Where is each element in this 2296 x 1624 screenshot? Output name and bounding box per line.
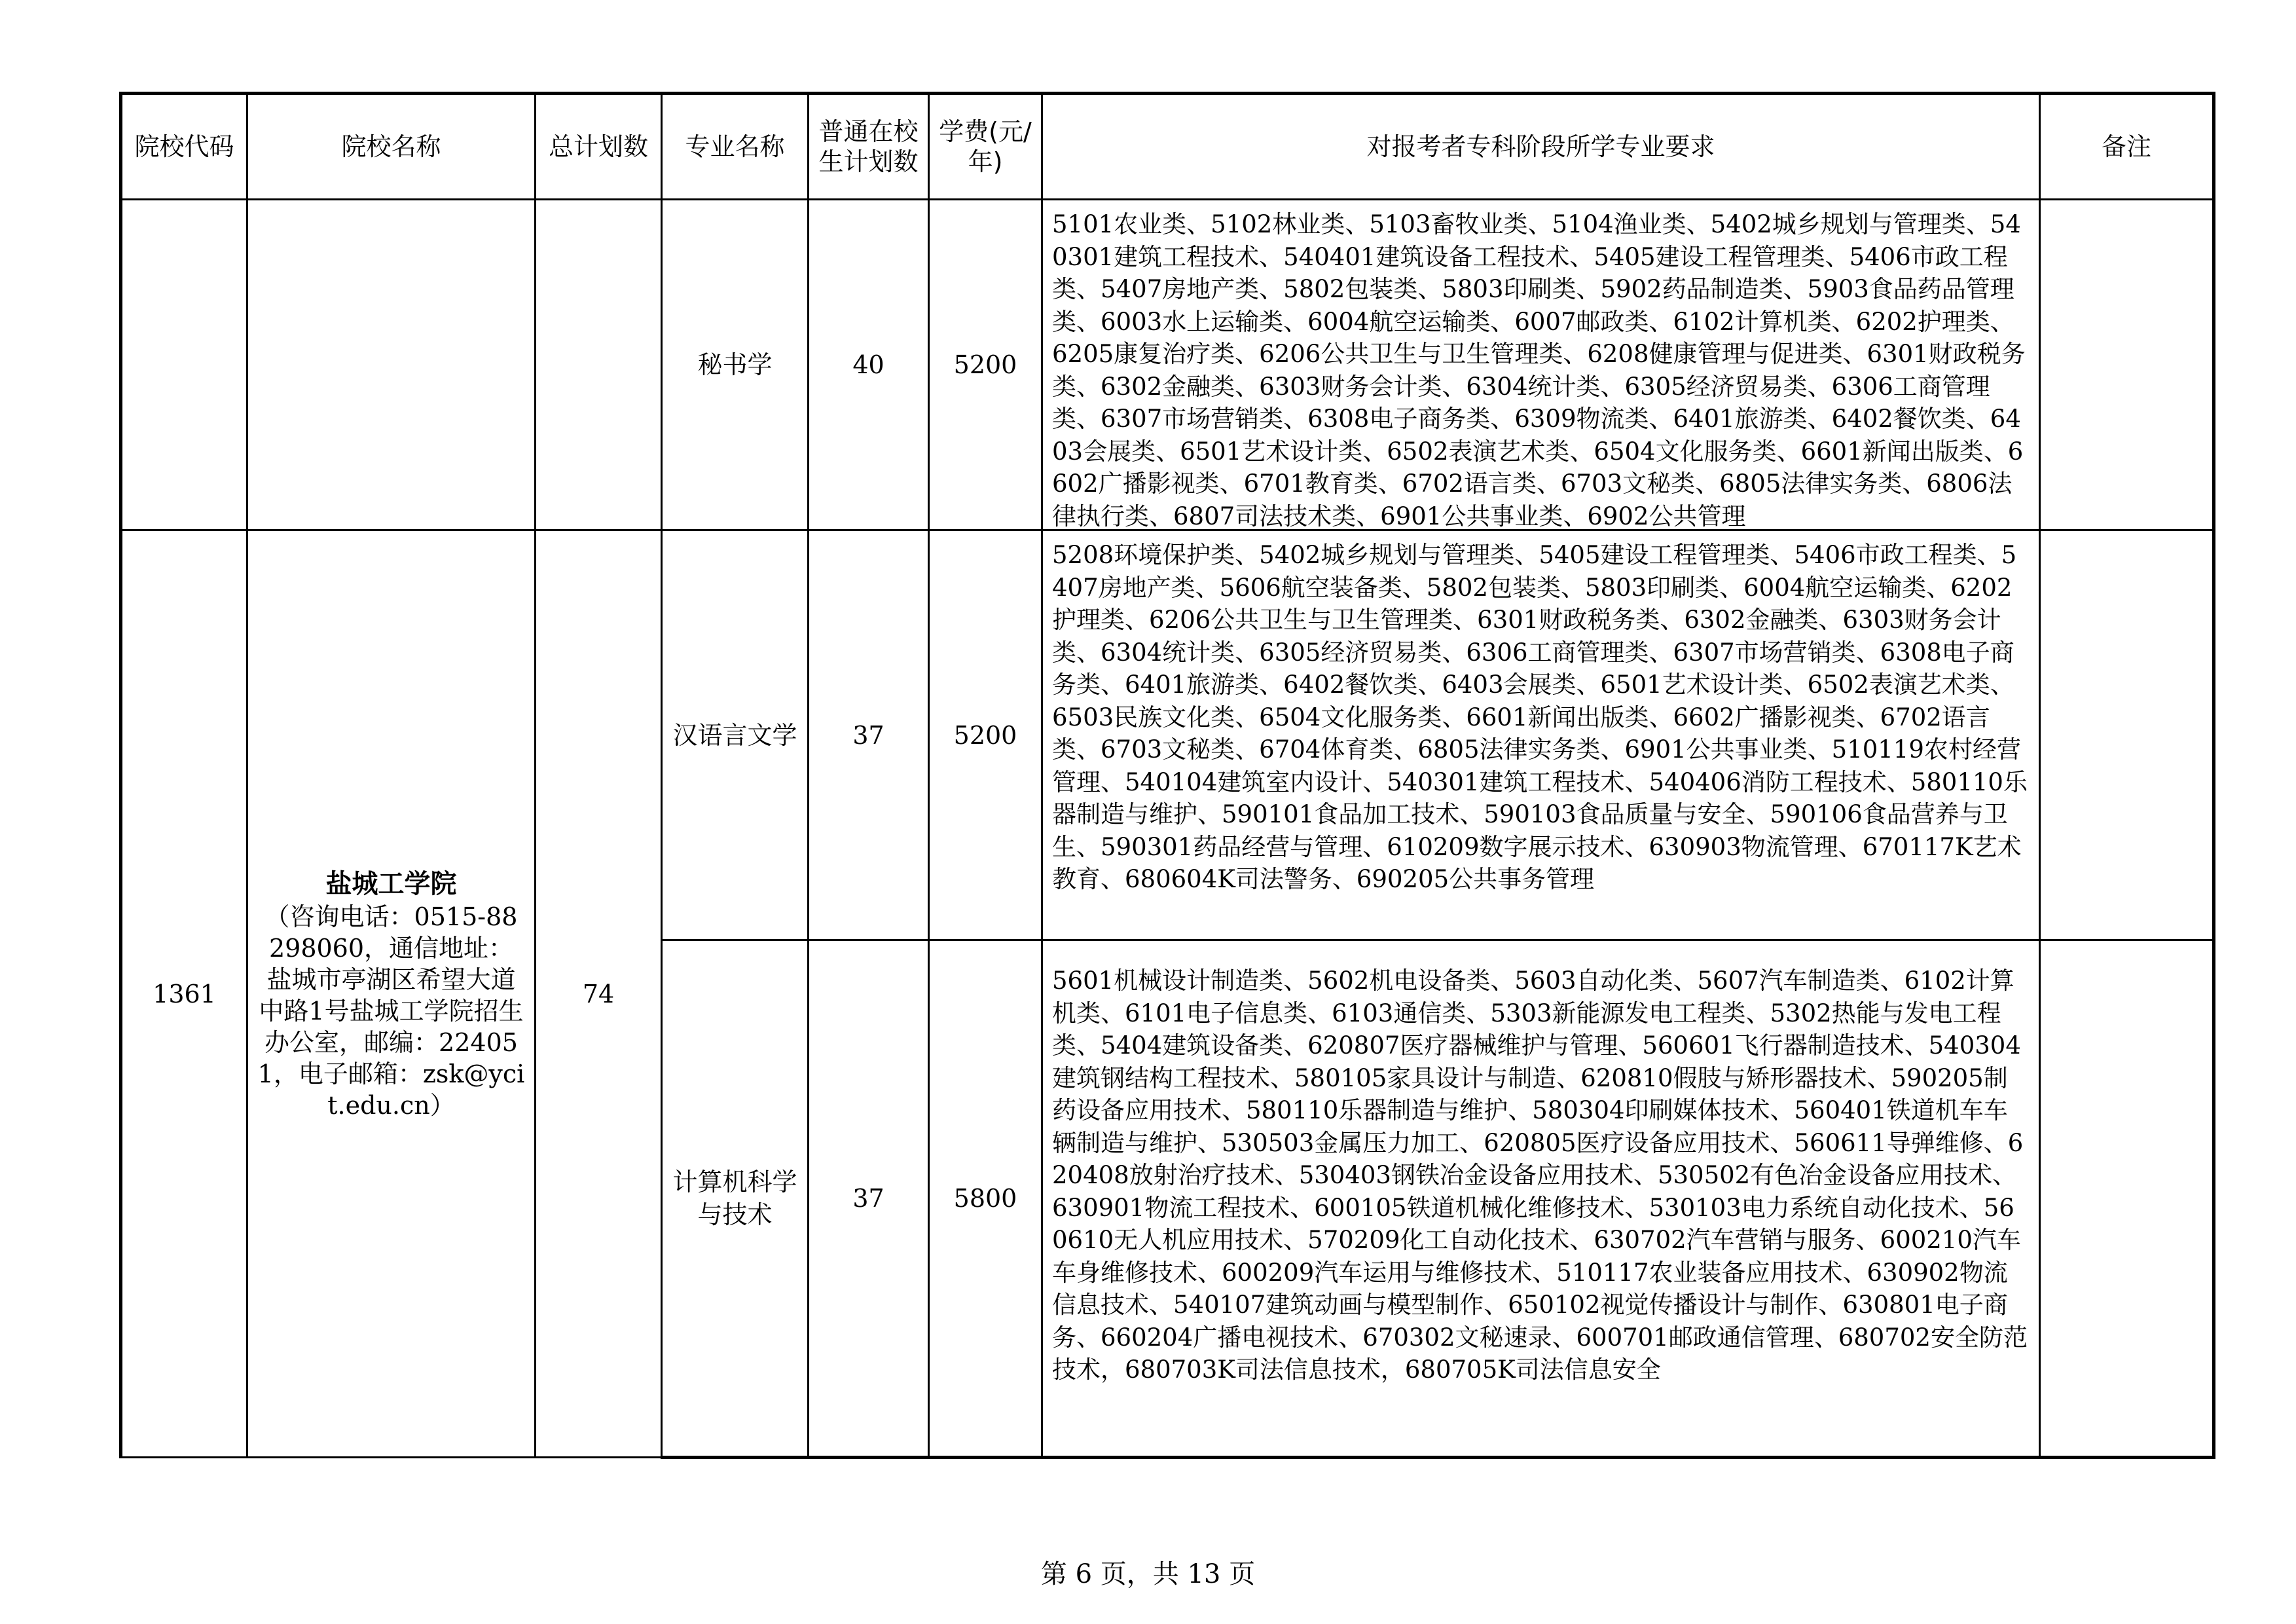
header-row <box>121 94 2214 200</box>
requirement-text: 5101农业类、5102林业类、5103畜牧业类、5104渔业类、5402城乡规划与管理类、540301建筑工程技术、540401建筑设备工程技术、5405建设工程管理类、5406市政工程类、5407房地产类、5802包装类、5803印刷类、5902药品制造类、5903食品药品管理类、6003水上运输类、6004航空运输类、6007邮政类、6102计算机类、6202护理类、6205康复治疗类、6206公共卫生与卫生管理类、6208健康管理与促进类、6301财政税务类、6302金融类、6303财务会计类、6304统计类、6305经济贸易类、6306工商管理类、6307市场营销类、6308电子商务类、6309物流类、6401旅游类、6402餐饮类、6403会展类、6501艺术设计类、6502表演艺术类、6504文化服务类、6601新闻出版类、6602广播影视类、6701教育类、6702语言类、6703文秘类、6805法律实务类、6806法律执行类、6807司法技术类、6901公共事业类、6902公共管理 <box>1052 210 2026 529</box>
school-code-cell <box>121 200 247 530</box>
requirement-cell <box>1042 200 2040 530</box>
header-total-plan: 总计划数 <box>536 94 662 200</box>
school-name-cell <box>247 530 536 1458</box>
header-note: 备注 <box>2040 94 2214 200</box>
school-name-cell <box>247 200 536 530</box>
requirement-cell <box>1042 940 2040 1458</box>
major-name-cell: 秘书学 <box>662 200 809 530</box>
major-name-cell: 计算机科学与技术 <box>662 940 809 1458</box>
major-name-cell: 汉语言文学 <box>662 530 809 940</box>
admission-plan-table <box>119 92 2215 1459</box>
note-cell <box>2040 200 2214 530</box>
header-tuition: 学费(元/年) <box>929 94 1042 200</box>
page-footer: 第 6 页，共 13 页 <box>1040 1559 1256 1589</box>
school-code-cell: 1361 <box>121 530 247 1458</box>
table-row <box>121 200 2214 530</box>
regular-plan-cell: 37 <box>809 940 929 1458</box>
note-cell <box>2040 940 2214 1458</box>
table-row <box>121 530 2214 940</box>
requirement-cell <box>1042 530 2040 940</box>
header-regular-plan: 普通在校生计划数 <box>809 94 929 200</box>
header-school-code: 院校代码 <box>121 94 247 200</box>
total-plan-cell <box>536 200 662 530</box>
school-info <box>248 867 534 1121</box>
requirement-text: 5601机械设计制造类、5602机电设备类、5603自动化类、5607汽车制造类、6102计算机类、6101电子信息类、6103通信类、5303新能源发电工程类、5302热能与发电工程类、5404建筑设备类、620807医疗器械维护与管理、560601飞行器制造技术、540304建筑钢结构工程技术、580105家具设计与制造、620810假肢与矫形器技术、590205制药设备应用技术、580110乐器制造与维护、580304印刷媒体技术、560401铁道机车车辆制造与维护、530503金属压力加工、620805医疗设备应用技术、560611导弹维修、620408放射治疗技术、530403钢铁冶金设备应用技术、530502有色冶金设备应用技术、630901物流工程技术、600105铁道机械化维修技术、530103电力系统自动化技术、560610无人机应用技术、570209化工自动化技术、630702汽车营销与服务、600210汽车车身维修技术、600209汽车运用与维修技术、510117农业装备应用技术、630902物流信息技术、540107建筑动画与模型制作、650102视觉传播设计与制作、630801电子商务、660204广播电视技术、670302文秘速录、600701邮政通信管理、680702安全防范技术，680703K司法信息技术，680705K司法信息安全 <box>1052 967 2028 1384</box>
regular-plan-cell: 37 <box>809 530 929 940</box>
note-cell <box>2040 530 2214 940</box>
tuition-cell: 5200 <box>929 200 1042 530</box>
school-name: 盐城工学院 <box>325 868 457 899</box>
tuition-cell: 5200 <box>929 530 1042 940</box>
regular-plan-cell: 40 <box>809 200 929 530</box>
header-major-name: 专业名称 <box>662 94 809 200</box>
total-plan-cell: 74 <box>536 530 662 1458</box>
header-school-name: 院校名称 <box>247 94 536 200</box>
tuition-cell: 5800 <box>929 940 1042 1458</box>
header-requirement: 对报考者专科阶段所学专业要求 <box>1042 94 2040 200</box>
school-contact: （咨询电话：0515-88298060，通信地址：盐城市亭湖区希望大道中路1号盐城工学院招生办公室，邮编：224051，电子邮箱：zsk@ycit.edu.cn） <box>257 902 525 1120</box>
requirement-text: 5208环境保护类、5402城乡规划与管理类、5405建设工程管理类、5406市政工程类、5407房地产类、5606航空装备类、5802包装类、5803印刷类、6004航空运输类、6202护理类、6206公共卫生与卫生管理类、6301财政税务类、6302金融类、6303财务会计类、6304统计类、6305经济贸易类、6306工商管理类、6307市场营销类、6308电子商务类、6401旅游类、6402餐饮类、6403会展类、6501艺术设计类、6502表演艺术类、6503民族文化类、6504文化服务类、6601新闻出版类、6602广播影视类、6702语言类、6703文秘类、6704体育类、6805法律实务类、6901公共事业类、510119农村经营管理、540104建筑室内设计、540301建筑工程技术、540406消防工程技术、580110乐器制造与维护、590101食品加工技术、590103食品质量与安全、590106食品营养与卫生、590301药品经营与管理、610209数字展示技术、630903物流管理、670117K艺术教育、680604K司法警务、690205公共事务管理 <box>1052 541 2028 893</box>
